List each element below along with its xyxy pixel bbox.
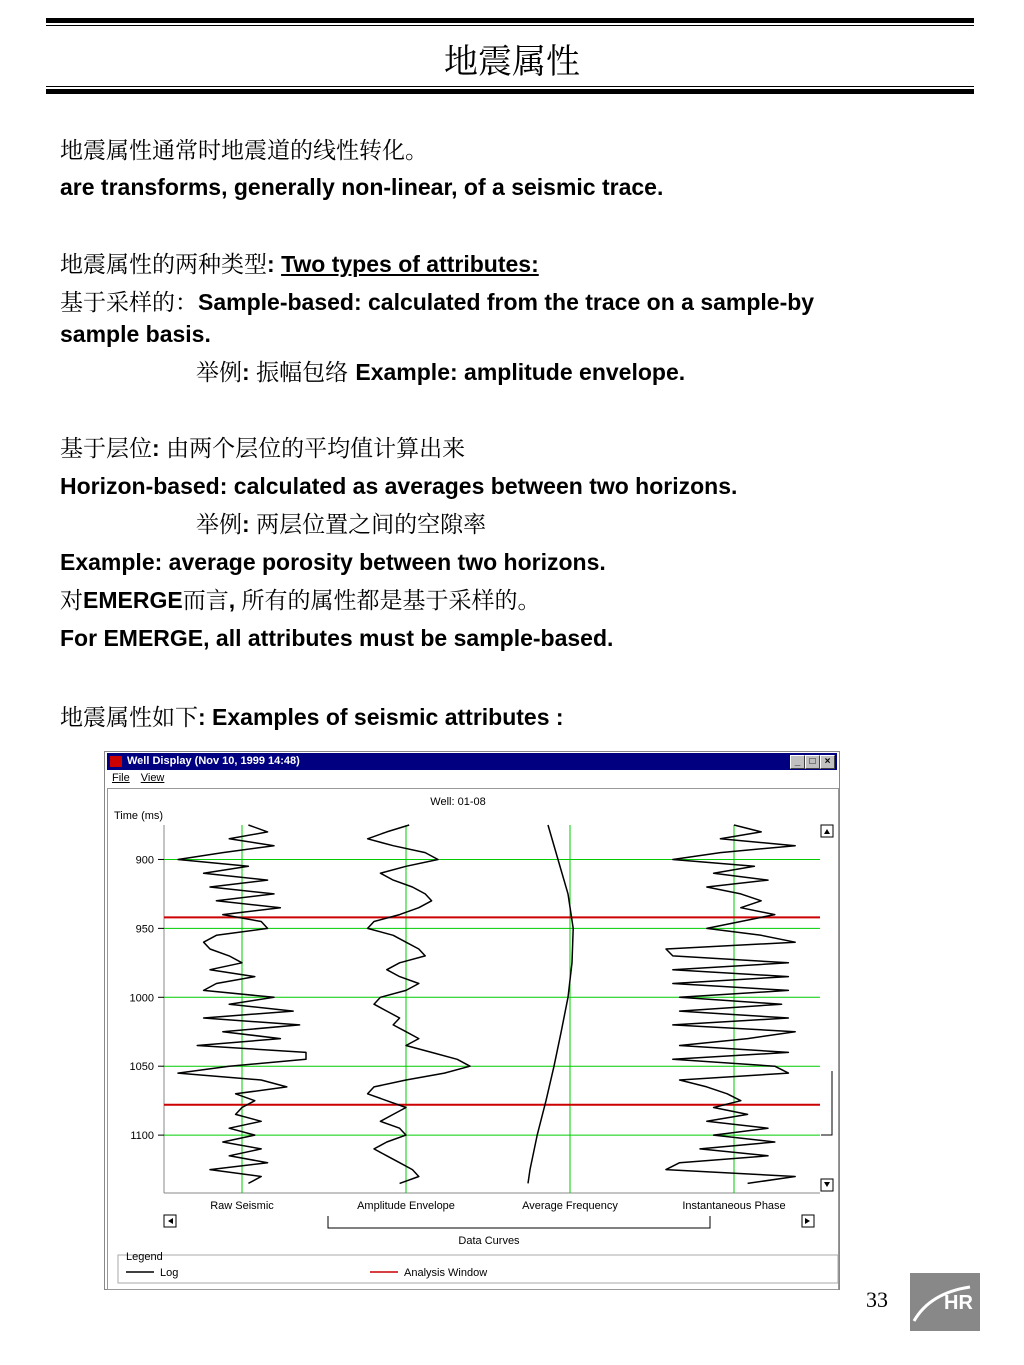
text-line-10: Example: average porosity between two horizons. [60,549,606,575]
text-line-3: 地震属性的两种类型: Two types of attributes: [60,251,539,278]
legend-title: Legend [126,1251,163,1263]
legend-window-label: Analysis Window [404,1267,488,1279]
text-line-5: sample basis. [60,321,211,347]
svg-text:HR: HR [944,1292,973,1314]
y-tick-label: 900 [135,854,154,867]
chart-title: Well: 01-08 [430,796,486,808]
text-line-13: 地震属性如下: Examples of seismic attributes : [60,704,564,731]
text-line-12: For EMERGE, all attributes must be sample-based. [60,625,614,651]
menu-bar [107,772,837,787]
curve-label-instantaneous-phase: Instantaneous Phase [682,1200,786,1212]
legend-log-label: Log [160,1267,179,1279]
text-line-2: are transforms, generally non-linear, of a seismic trace. [60,174,664,200]
top-rule-thick [46,18,974,23]
top-rule-thin [46,25,974,26]
x-axis-label: Data Curves [458,1235,520,1247]
well-display-window [104,751,840,1290]
plot-frame [107,788,839,1290]
y-tick-label: 1050 [129,1061,154,1074]
app-icon [110,756,122,767]
y-axis-label: Time (ms) [114,810,164,822]
horizontal-scroll-thumb[interactable] [328,1216,710,1228]
curve-label-average-frequency: Average Frequency [522,1200,618,1212]
y-tick-label: 1100 [130,1130,154,1143]
curve-label-amplitude-envelope: Amplitude Envelope [357,1200,455,1212]
page-number: 33 [866,1287,888,1312]
text-line-7: 基于层位: 由两个层位的平均值计算出来 [60,435,466,462]
text-line-11: 对EMERGE而言, 所有的属性都是基于采样的。 [60,587,541,614]
minimize-button[interactable]: _ [790,755,805,769]
types-heading: Two types of attributes: [281,251,539,277]
menu-view[interactable]: View [140,772,165,784]
hr-logo [910,1273,980,1331]
close-button[interactable]: × [820,755,835,769]
text-line-1: 地震属性通常时地震道的线性转化。 [60,138,428,164]
page-title: 地震属性 [444,42,580,82]
title-rule-thick [46,89,974,94]
text-line-8: Horizon-based: calculated as averages between two horizons. [60,473,738,499]
curve-instantaneous-phase [666,825,795,1183]
curve-average-frequency [528,825,573,1183]
vertical-scroll-thumb[interactable] [821,1071,832,1135]
text-line-6: 举例: 振幅包络 Example: amplitude envelope. [196,359,686,386]
y-tick-label: 950 [135,923,154,936]
curve-amplitude-envelope [368,825,470,1183]
title-rule-thin [46,86,974,87]
window-titlebar[interactable] [107,753,837,770]
text-line-4: 基于采样的：Sample-based: calculated from the trace on a sample-by [60,289,815,316]
maximize-button[interactable]: □ [805,755,820,769]
window-title: Well Display (Nov 10, 1999 14:48) [127,755,300,767]
text-line-9: 举例: 两层位置之间的空隙率 [196,511,487,538]
curve-label-raw-seismic: Raw Seismic [210,1200,274,1212]
y-tick-label: 1000 [129,992,154,1005]
well-plot [108,789,838,1289]
menu-file[interactable]: File [112,772,130,784]
